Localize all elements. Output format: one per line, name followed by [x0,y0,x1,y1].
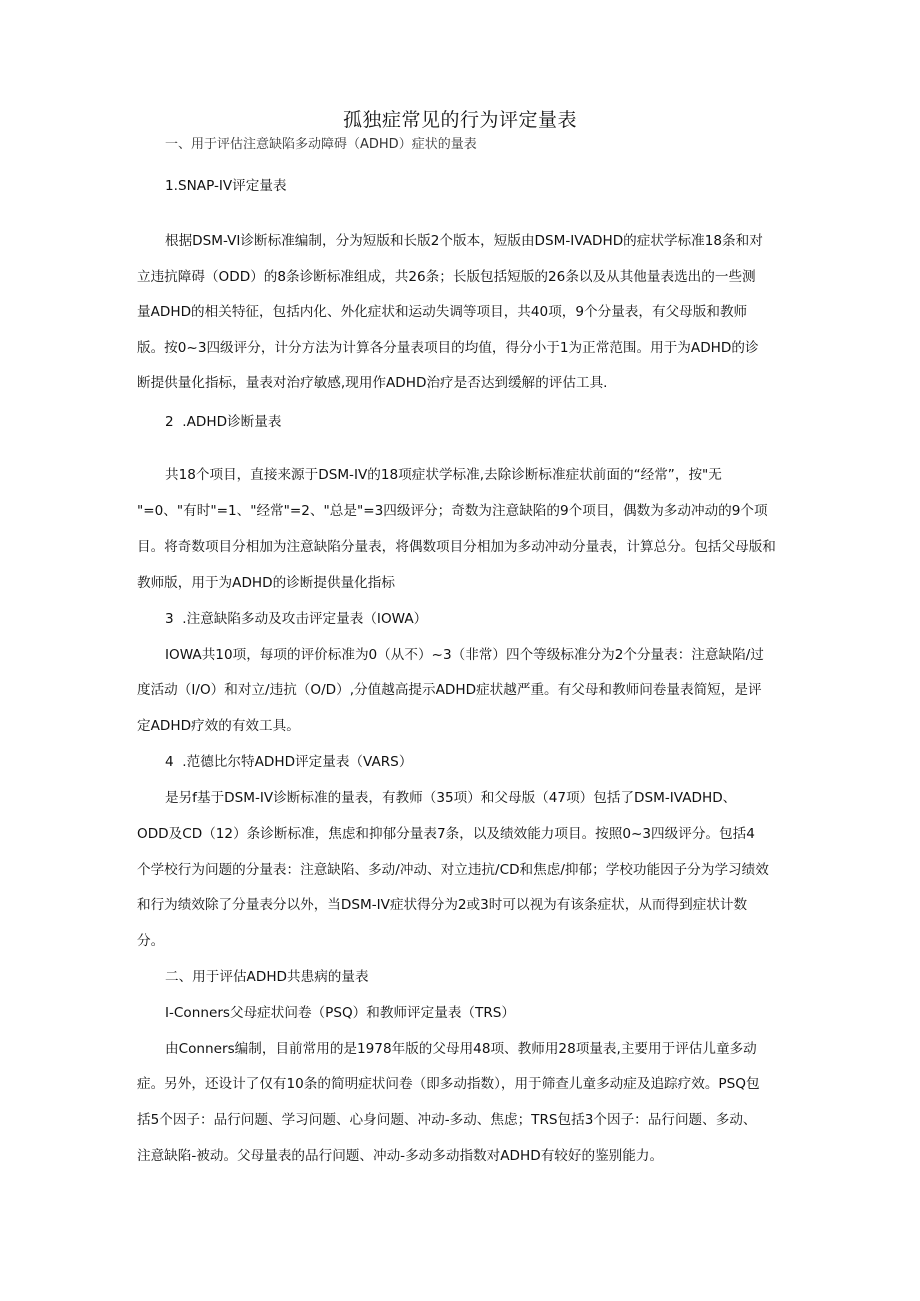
conners-heading: I-Conners父母症状问卷（PSQ）和教师评定量表（TRS） [165,1005,515,1021]
section-3-line: IOWA共10项，每项的评价标准为0（从不）~3（非常）四个等级标准分为2个分量表：注意缺陷/过 [165,647,764,663]
conners-line: 由Conners编制，目前常用的是1978年版的父母用48项、教师用28项量表,主要用于评估儿童多动 [165,1041,757,1057]
section-4-line: 和行为绩效除了分量表分以外，当DSM-IV症状得分为2或3时可以视为有该条症状，从而得到症状计数 [137,897,748,913]
section-2-heading: 2 .ADHD诊断量表 [165,414,282,430]
document-title: 孤独症常见的行为评定量表 [342,109,577,131]
section-4-line: 是另f基于DSM-IV诊断标准的量表，有教师（35项）和父母版（47项）包括了DSM-IVADHD、 [165,790,737,806]
part-2-heading: 二、用于评估ADHD共患病的量表 [165,969,369,985]
section-4-line: 个学校行为问题的分量表：注意缺陷、多动/冲动、对立违抗/CD和焦虑/抑郁；学校功能因子分为学习绩效 [137,862,769,878]
section-1-line: 量ADHD的相关特征，包括内化、外化症状和运动失调等项目，共40项，9个分量表，有父母版和教师 [137,304,748,320]
section-3-line: 定ADHD疗效的有效工具。 [137,718,300,734]
section-1-line: 版。按0~3四级评分，计分方法为计算各分量表项目的均值，得分小于1为正常范围。用于为ADHD的诊 [137,340,759,356]
conners-line: 症。另外，还设计了仅有10条的简明症状问卷（即多动指数），用于筛查儿童多动症及追踪疗效。PSQ包 [137,1076,760,1092]
section-2-line: 共18个项目，直接来源于DSM-IV的18项症状学标准,去除诊断标准症状前面的“经常”，按"无 [165,467,722,483]
section-4-heading: 4 .范德比尔特ADHD评定量表（VARS） [165,754,413,770]
section-3-heading: 3 .注意缺陷多动及攻击评定量表（IOWA） [165,611,428,627]
conners-line: 括5个因子：品行问题、学习问题、心身问题、冲动-多动、焦虑；TRS包括3个因子：品行问题、多动、 [137,1112,757,1128]
section-2-line: "=0、"有时"=1、"经常"=2、"总是"=3四级评分；奇数为注意缺陷的9个项目，偶数为多动冲动的9个项 [137,503,768,519]
section-1-line: 立违抗障碍（ODD）的8条诊断标准组成，共26条；长版包括短版的26条以及从其他量表选出的一些测 [137,269,756,285]
section-2-line: 教师版，用于为ADHD的诊断提供量化指标 [137,575,395,591]
section-1-line: 根据DSM-VI诊断标准编制，分为短版和长版2个版本，短版由DSM-IVADHD的症状学标准18条和对 [165,233,763,249]
section-subtitle: 一、用于评估注意缺陷多动障碍（ADHD）症状的量表 [165,137,477,152]
section-2-line: 目。将奇数项目分相加为注意缺陷分量表，将偶数项目分相加为多动冲动分量表，计算总分。包括父母版和 [137,539,776,555]
section-4-line: ODD及CD（12）条诊断标准，焦虑和抑郁分量表7条，以及绩效能力项目。按照0~3四级评分。包括4 [137,826,755,842]
section-3-line: 度活动（I/O）和对立/违抗（O/D）,分值越高提示ADHD症状越严重。有父母和教师问卷量表简短，是评 [137,682,762,698]
section-1-heading: 1.SNAP-IV评定量表 [165,178,287,194]
section-4-line: 分。 [137,933,165,949]
section-1-line: 断提供量化指标，量表对治疗敏感,现用作ADHD治疗是否达到缓解的评估工具. [137,375,608,391]
conners-line: 注意缺陷-被动。父母量表的品行问题、冲动-多动多动指数对ADHD有较好的鉴别能力。 [137,1148,664,1164]
